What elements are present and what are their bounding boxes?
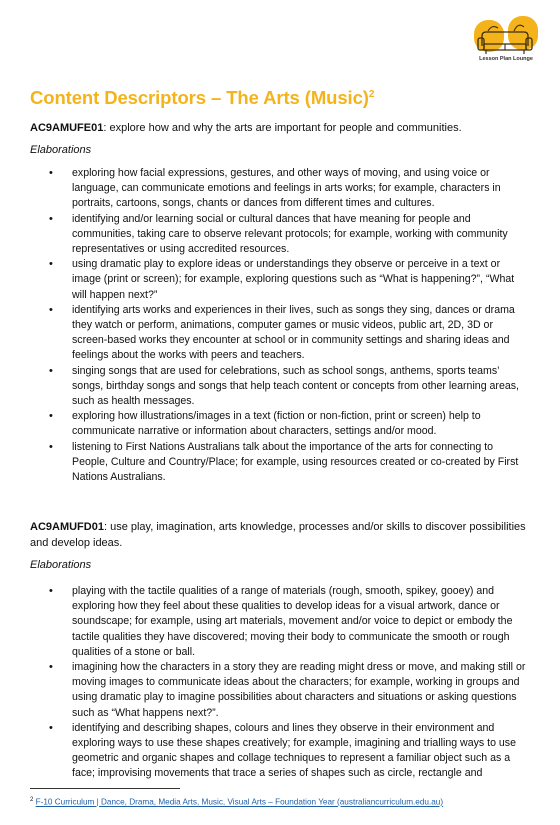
bullet-icon: • — [49, 440, 53, 453]
descriptor-ac9amufe01: AC9AMUFE01: explore how and why the arts are important for people and communities. — [30, 122, 462, 134]
footnote: $^2$ F-10 Curriculum | Dance, Drama, Media Arts, Music, Visual Arts – Foundation Year (australiancurriculum.edu.au) — [30, 797, 444, 807]
bullet-icon: • — [49, 721, 53, 734]
bullet-icon: • — [49, 167, 53, 179]
list-item: • playing with the tactile qualities of a range of materials (rough, smooth, spikey, gooey) and exploring how they feel about these qualities to develop ideas for a visual artwork, dance or soundscape; for example, using art materials, movement and/or voice to depict or embody the tactile qualities they have discovered; moving their body to communicate the smooth or rough qualities of a stone or ball. — [49, 585, 513, 658]
list-item: • exploring how illustrations/images in a text (fiction or non-fiction, print or screen) help to communicate narrative or information about characters, settings and/or mood. — [49, 410, 481, 438]
footnote-marker[interactable]: 2 — [368, 88, 375, 100]
elaborations-label-2: Elaborations — [30, 559, 92, 571]
logo-text: Lesson Plan Lounge — [479, 56, 533, 62]
list-item: • exploring how facial expressions, gestures, and other ways of moving, and using voice or language, can communicate emotions and feelings in arts works; for example, characters in portraits, cartoons, songs, chants or dances from different times and cultures. — [49, 167, 501, 210]
curriculum-link[interactable]: F-10 Curriculum | Dance, Drama, Media Arts, Music, Visual Arts – Foundation Year (australiancurriculum.edu.au) — [35, 797, 444, 807]
elaborations-list-2 — [30, 584, 530, 782]
list-item: • identifying and/or learning social or cultural dances that have meaning for people and communities, taking care to observe relevant protocols; for example, working with community representatives or using accredited resources. — [49, 212, 508, 256]
elaborations-list-1 — [30, 166, 530, 485]
list-item: • using dramatic play to explore ideas or understandings they observe or perceive in a text or image (print or screen); for example, exploring questions such as “What is happening?”, “What will happen next?” — [49, 258, 515, 301]
lesson-plan-lounge-logo — [470, 12, 542, 72]
page-title: Content Descriptors – The Arts (Music)$^2$ — [30, 87, 375, 108]
bullet-icon: • — [49, 364, 53, 377]
list-item: • imagining how the characters in a story they are reading might dress or move, and making still or moving images to communicate ideas about the characters; for example, working in groups and using dramatic play to imagine possibilities about characters and situations or asking questions such as “What happens next?”. — [49, 661, 526, 719]
bullet-icon: • — [49, 258, 53, 271]
list-item: • singing songs that are used for celebrations, such as school songs, anthems, sports teams’ songs, birthday songs and songs that help teach content or concepts from other learning areas, such as health messages. — [49, 364, 519, 408]
bullet-icon: • — [49, 661, 53, 674]
bullet-icon: • — [49, 585, 53, 597]
bullet-icon: • — [49, 410, 53, 423]
bullet-icon: • — [49, 303, 53, 316]
bullet-icon: • — [49, 212, 53, 225]
list-item: • listening to First Nations Australians talk about the importance of the arts for connecting to People, Culture and Country/Place; for example, using resources created or co-created by First Nations Australians. — [49, 440, 519, 484]
list-item: • identifying and describing shapes, colours and lines they observe in their environment and exploring ways to use these shapes creatively; for example, imagining and trialling ways to use geometric and organic shapes and collage techniques to represent a familiar object such as a face; improvising movements that trace a series of shapes such as circle, rectangle and — [49, 721, 516, 780]
footnote-divider — [30, 788, 180, 789]
descriptor-ac9amufd01: AC9AMUFD01: use play, imagination, arts knowledge, processes and/or skills to discover possibilities and develop ideas. — [30, 521, 526, 549]
list-item: • identifying arts works and experiences in their lives, such as songs they sing, dances or drama they watch or perform, animations, computer games or music videos, public art, 2D, 3D or screen-based works they encounter at school or in community settings and sharing ideas and feelings about the works with peers and teachers. — [49, 303, 515, 362]
elaborations-label-1: Elaborations — [30, 144, 92, 156]
